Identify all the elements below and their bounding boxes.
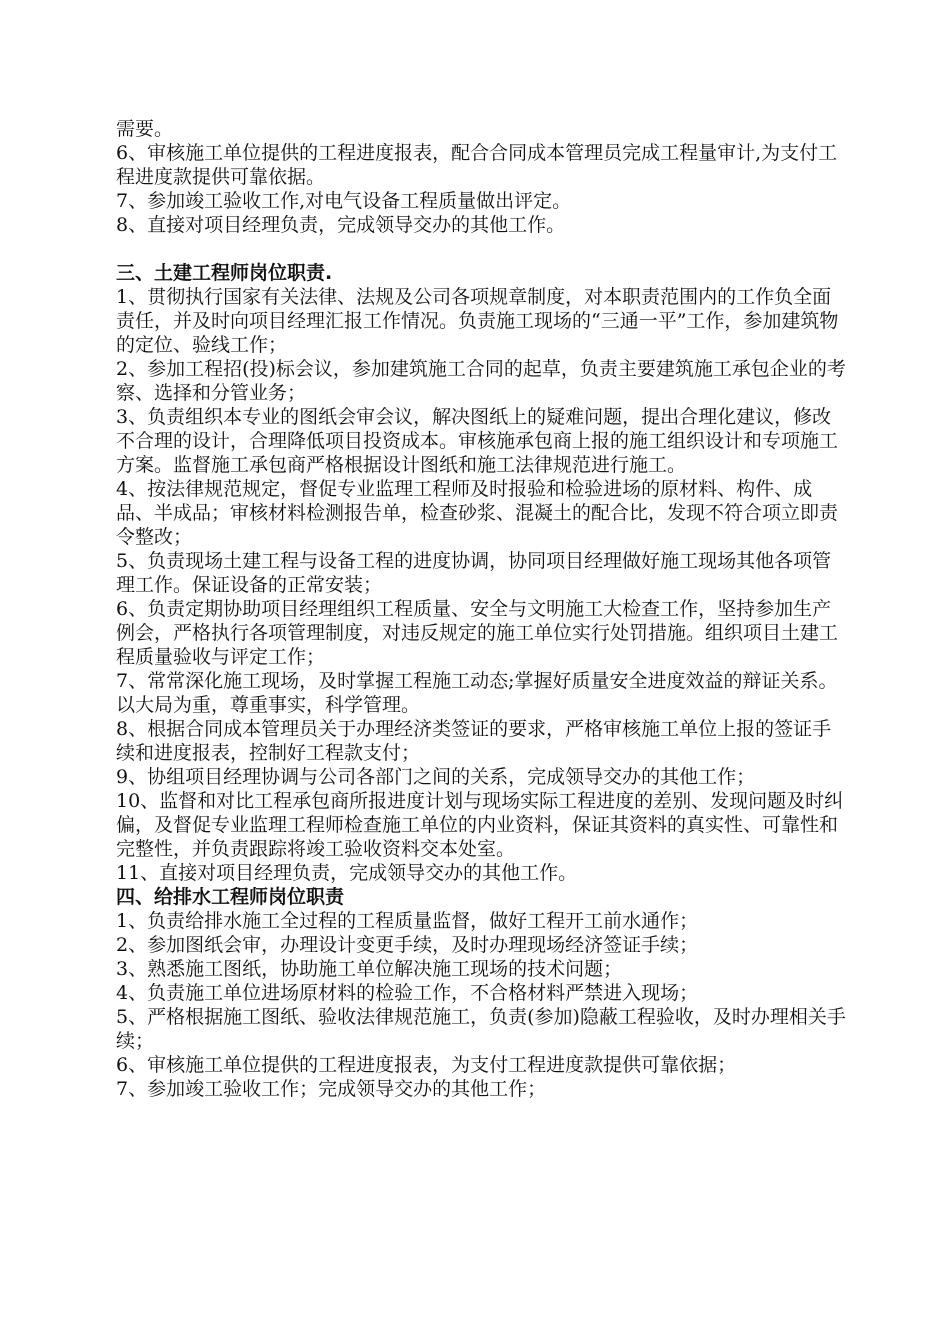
paragraph-item-8: 8、直接对项目经理负责，完成领导交办的其他工作。 [116,214,566,236]
civil-item-9: 9、协组项目经理协调与公司各部门之间的关系，完成领导交办的其他工作； [116,766,756,788]
civil-item-8: 8、根据合同成本管理员关于办理经济类签证的要求，严格审核施工单位上报的签证手续和进度报表，控制好工程款支付； [116,718,832,764]
blank-line [116,237,846,261]
plumbing-item-4: 4、负责施工单位进场原材料的检验工作，不合格材料严禁进入现场； [116,982,699,1004]
civil-item-3: 3、负责组织本专业的图纸会审会议，解决图纸上的疑难问题，提出合理化建议，修改不合理的设计，合理降低项目投资成本。审核施承包商上报的施工组织设计和专项施工方案。监督施工承包商严格根据设计图纸和施工法律规范进行施工。 [116,406,839,476]
paragraph-item-6: 6、审核施工单位提供的工程进度报表，配合合同成本管理员完成工程量审计,为支付工程进度款提供可靠依据。 [116,142,838,188]
civil-item-6: 6、负责定期协助项目经理组织工程质量、安全与文明施工大检查工作，坚持参加生产例会，严格执行各项管理制度，对违反规定的施工单位实行处罚措施。组织项目土建工程质量验收与评定工作； [116,598,839,668]
section-heading-civil: 三、土建工程师岗位职责. [116,262,333,284]
plumbing-item-6: 6、审核施工单位提供的工程进度报表，为支付工程进度款提供可靠依据； [116,1054,737,1076]
civil-item-7: 7、常常深化施工现场，及时掌握工程施工动态;掌握好质量安全进度效益的辩证关系。以大局为重，尊重事实，科学管理。 [116,670,838,716]
document-body [116,117,846,1101]
civil-item-1: 1、贯彻执行国家有关法律、法规及公司各项规章制度，对本职责范围内的工作负全面责任，并及时向项目经理汇报工作情况。负责施工现场的“三通一平”工作，参加建筑物的定位、验线工作； [116,286,839,356]
civil-item-4: 4、按法律规范规定，督促专业监理工程师及时报验和检验进场的原材料、构件、成品、半成品；审核材料检测报告单，检查砂浆、混凝土的配合比，发现不符合项立即责令整改； [116,478,839,548]
civil-item-2: 2、参加工程招(投)标会议，参加建筑施工合同的起草，负责主要建筑施工承包企业的考察、选择和分管业务； [116,358,846,404]
plumbing-item-7: 7、参加竣工验收工作；完成领导交办的其他工作； [116,1078,547,1100]
paragraph-item-7: 7、参加竣工验收工作,对电气设备工程质量做出评定。 [116,190,572,212]
section-heading-plumbing: 四、给排水工程师岗位职责 [116,886,345,908]
paragraph-continued: 需要。 [116,118,174,140]
plumbing-item-3: 3、熟悉施工图纸，协助施工单位解决施工现场的技术问题； [116,958,623,980]
plumbing-item-2: 2、参加图纸会审，办理设计变更手续，及时办理现场经济签证手续； [116,934,699,956]
plumbing-item-5: 5、严格根据施工图纸、验收法律规范施工，负责(参加)隐蔽工程验收，及时办理相关手续； [116,1006,846,1052]
civil-item-11: 11、直接对项目经理负责，完成领导交办的其他工作。 [116,862,578,884]
plumbing-item-1: 1、负责给排水施工全过程的工程质量监督，做好工程开工前水通作； [116,910,699,932]
civil-item-10: 10、监督和对比工程承包商所报进度计划与现场实际工程进度的差别、发现问题及时纠偏，及督促专业监理工程师检查施工单位的内业资料，保证其资料的真实性、可靠性和完整性，并负责跟踪将竣工验收资料交本处室。 [116,790,844,860]
civil-item-5: 5、负责现场土建工程与设备工程的进度协调，协同项目经理做好施工现场其他各项管理工作。保证设备的正常安装； [116,550,832,596]
